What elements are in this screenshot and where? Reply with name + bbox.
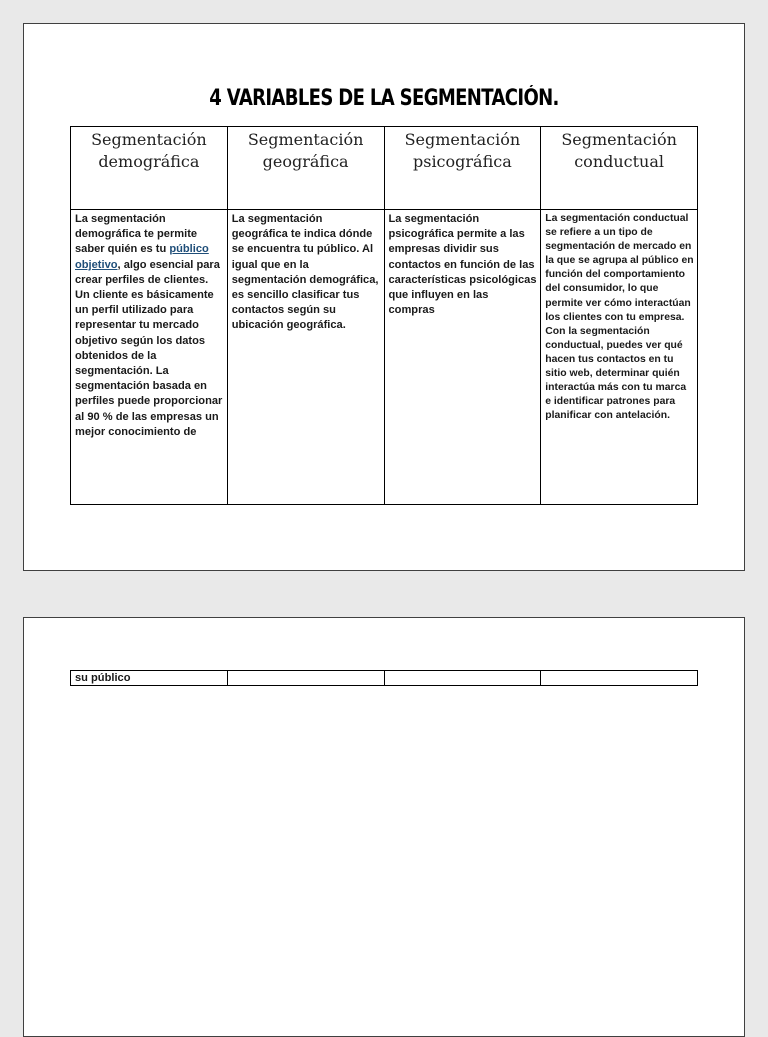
table-row: [71, 210, 698, 505]
document-page-1: [23, 23, 745, 571]
cell-demografica-text-end: , algo esencial para crear perfiles de clientes. Un cliente es básicamente un perfil utilizado para representar tu mercado objetivo según los datos obtenidos de la segmentación. La segmentación basada en perfiles puede proporcionar al 90 % de las empresas un mejor conocimiento de: [75, 258, 223, 438]
table-row: [71, 671, 698, 686]
document-title: 4 VARIABLES DE LA SEGMENTACIÓN.: [209, 86, 559, 111]
continued-cell-geografica: [227, 671, 384, 686]
continued-cell-demografica: su público: [71, 671, 228, 686]
header-psicografica: Segmentación psicográfica: [384, 127, 541, 210]
cell-demografica-text-start: La segmentación demográfica te permite saber quién es tu: [75, 213, 198, 256]
publico-objetivo-link[interactable]: público objetivo: [75, 243, 209, 271]
header-conductual: Segmentación conductual: [541, 127, 698, 210]
header-geografica: Segmentación geográfica: [227, 127, 384, 210]
segmentation-table-continued: [70, 670, 698, 686]
document-page-2: [23, 617, 745, 1037]
cell-conductual: La segmentación conductual se refiere a un tipo de segmentación de mercado en la que se agrupa al público en función del comportamiento del consumidor, lo que permite ver cómo interactúan los clientes con tu empresa. Con la segmentación conductual, puedes ver qué hacen tus contactos en tu sitio web, determinar quién interactúa más con tu marca e identificar patrones para planificar con antelación.: [541, 210, 698, 505]
continued-cell-conductual: [541, 671, 698, 686]
cell-psicografica: La segmentación psicográfica permite a las empresas dividir sus contactos en función de las características psicológicas que influyen en las compras: [384, 210, 541, 505]
continued-cell-psicografica: [384, 671, 541, 686]
cell-demografica: [71, 210, 228, 505]
cell-geografica: La segmentación geográfica te indica dónde se encuentra tu público. Al igual que en la segmentación demográfica, es sencillo clasificar tus contactos según su ubicación geográfica.: [227, 210, 384, 505]
segmentation-table: [70, 126, 698, 505]
table-header-row: [71, 127, 698, 210]
header-demografica: Segmentación demográfica: [71, 127, 228, 210]
